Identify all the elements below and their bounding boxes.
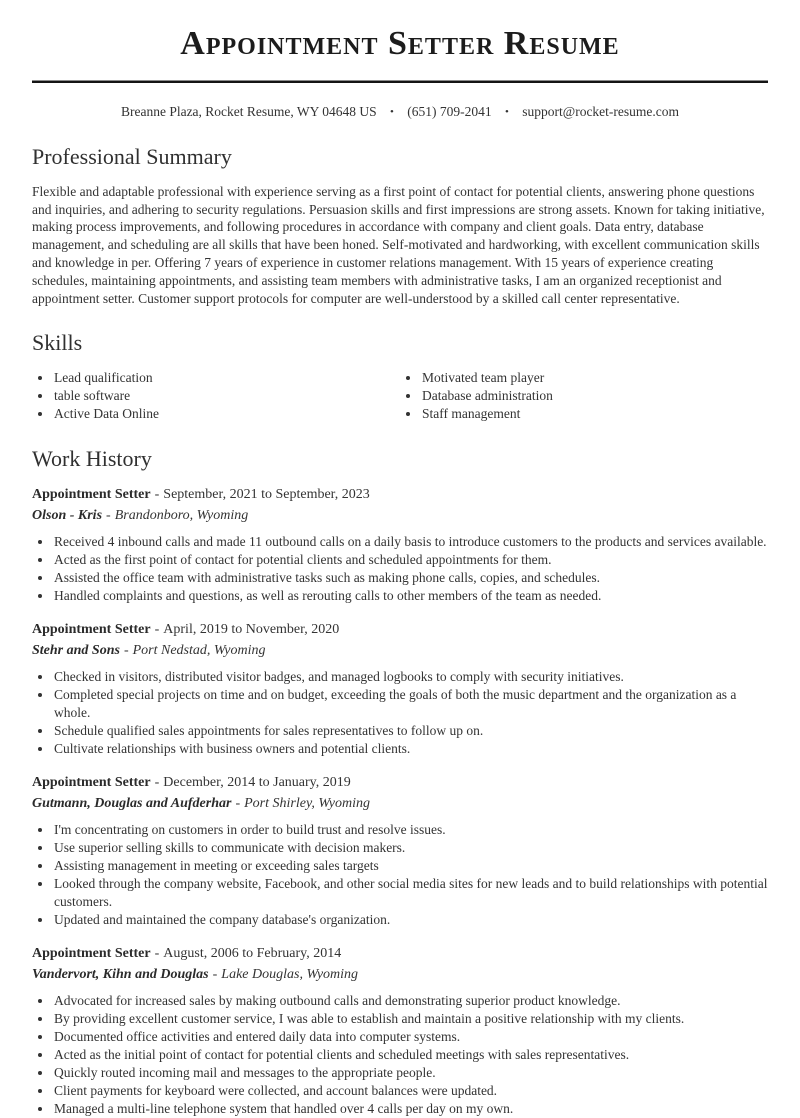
job-bullet: • Updated and maintained the company database's organization. [53, 911, 768, 929]
job-bullet: • By providing excellent customer service, I was able to establish and maintain a positive relationship with my clients. [53, 1010, 768, 1028]
job-entry [32, 485, 768, 605]
separator: - [154, 946, 160, 962]
job-dates: September, 2021 to September, 2023 [163, 487, 370, 503]
job-company: Vandervort, Kihn and Douglas [32, 967, 209, 983]
job-bullet: • Checked in visitors, distributed visitor badges, and managed logbooks to comply with security initiatives. [53, 668, 768, 686]
separator: - [154, 775, 160, 791]
job-bullet: • Client payments for keyboard were collected, and account balances were updated. [53, 1082, 768, 1100]
job-company: Olson - Kris [32, 508, 103, 524]
job-bullet-list [32, 533, 768, 605]
job-bullet-list [32, 821, 768, 929]
job-title: Appointment Setter [32, 946, 151, 962]
job-dates: April, 2019 to November, 2020 [163, 622, 340, 638]
job-location: Brandonboro, Wyoming [114, 508, 249, 524]
job-title-line [32, 944, 768, 963]
job-bullet: • Managed a multi-line telephone system that handled over 4 calls per day on my own. [53, 1100, 768, 1118]
job-title: Appointment Setter [32, 487, 151, 503]
job-bullet: • Handled complaints and questions, as well as rerouting calls to other members of the team as needed. [53, 587, 768, 605]
contact-phone: (651) 709-2041 [407, 104, 492, 119]
job-company: Gutmann, Douglas and Aufderhar [32, 796, 232, 812]
separator: - [106, 508, 111, 524]
double-rule [32, 80, 768, 83]
job-bullet: • Documented office activities and entered daily data into computer systems. [53, 1028, 768, 1046]
skill-item: • Motivated team player [421, 369, 768, 387]
contact-address: Breanne Plaza, Rocket Resume, WY 04648 US [120, 104, 377, 119]
job-bullet: • Received 4 inbound calls and made 11 outbound calls on a daily basis to introduce customers to the products and services available. [53, 533, 768, 551]
job-company-line [32, 965, 768, 984]
work-history-heading: Work History [32, 446, 152, 472]
job-entry [32, 773, 768, 929]
summary-text: Flexible and adaptable professional with experience serving as a first point of contact for potential clients, answering phone questions and inquiries, and adhering to security regulations. Persuasion skills and first impressions are strong assets. Known for taking initiative, making process improvements, and following procedures in accordance with company and client goals. Data entry, database management, and scheduling are all skills that have been honed. Self-motivated and hardworking, with excellent communication skills and knowledge in per. Offering 7 years of experience in customer relations management. With 15 years of experience creating schedules, maintaining appointments, and assisting team members with administrative tasks, I am an organized receptionist and appointment setter. Customer support protocols for computer are well-understood by a skilled call center representative. [32, 183, 765, 306]
job-entry [32, 944, 768, 1118]
job-title: Appointment Setter [32, 775, 151, 791]
job-bullet: • Acted as the first point of contact for potential clients and scheduled appointments for them. [53, 551, 768, 569]
job-bullet: • Advocated for increased sales by making outbound calls and demonstrating superior product knowledge. [53, 992, 768, 1010]
job-company-line [32, 794, 768, 813]
job-location: Port Nedstad, Wyoming [132, 643, 266, 659]
contact-email: support@rocket-resume.com [522, 104, 680, 119]
job-location: Lake Douglas, Wyoming [221, 967, 359, 983]
skills-list-right [400, 369, 768, 423]
job-company-line [32, 506, 768, 525]
job-bullet: • Acted as the initial point of contact for potential clients and scheduled meetings with sales representatives. [53, 1046, 768, 1064]
job-company-line [32, 641, 768, 660]
bullet-separator: • [390, 106, 394, 118]
job-bullet-list [32, 992, 768, 1118]
separator: - [235, 796, 241, 812]
skill-item: • table software [53, 387, 400, 405]
job-title-line [32, 773, 768, 792]
skills-heading: Skills [32, 330, 83, 356]
section-professional-summary [32, 143, 768, 308]
job-bullet: • Looked through the company website, Facebook, and other social media sites for new leads and to build relationships with potential customers. [53, 875, 768, 911]
job-bullet-list [32, 668, 768, 758]
separator: - [212, 967, 218, 983]
job-bullet: • Quickly routed incoming mail and messages to the appropriate people. [53, 1064, 768, 1082]
resume-title: Appointment Setter Resume [180, 25, 620, 62]
job-bullet: • Assisting management in meeting or exceeding sales targets [53, 857, 768, 875]
job-dates: August, 2006 to February, 2014 [163, 946, 342, 962]
job-entry [32, 620, 768, 758]
separator: - [154, 487, 160, 503]
job-bullet: • Use superior selling skills to communicate with decision makers. [53, 839, 768, 857]
job-company: Stehr and Sons [32, 643, 120, 659]
summary-heading: Professional Summary [32, 143, 232, 169]
separator: - [123, 643, 129, 659]
skill-item: • Active Data Online [53, 405, 400, 423]
job-title: Appointment Setter [32, 622, 151, 638]
bullet-separator: • [505, 106, 509, 118]
section-work-history [32, 445, 768, 1118]
skill-item: • Staff management [421, 405, 768, 423]
job-dates: December, 2014 to January, 2019 [163, 775, 351, 791]
job-bullet: • I'm concentrating on customers in order to build trust and resolve issues. [53, 821, 768, 839]
skills-list-left [32, 369, 400, 423]
job-bullet: • Schedule qualified sales appointments for sales representatives to follow up on. [53, 722, 768, 740]
section-skills [32, 329, 768, 423]
job-bullet: • Cultivate relationships with business owners and potential clients. [53, 740, 768, 758]
job-title-line [32, 485, 768, 504]
skill-item: • Database administration [421, 387, 768, 405]
job-bullet: • Completed special projects on time and on budget, exceeding the goals of both the music department and the organization as a whole. [53, 686, 768, 722]
job-title-line [32, 620, 768, 639]
separator: - [154, 622, 160, 638]
skills-columns [32, 369, 768, 423]
skill-item: • Lead qualification [53, 369, 400, 387]
job-location: Port Shirley, Wyoming [244, 796, 370, 812]
contact-line [32, 103, 768, 121]
job-bullet: • Assisted the office team with administrative tasks such as making phone calls, copies, and schedules. [53, 569, 768, 587]
